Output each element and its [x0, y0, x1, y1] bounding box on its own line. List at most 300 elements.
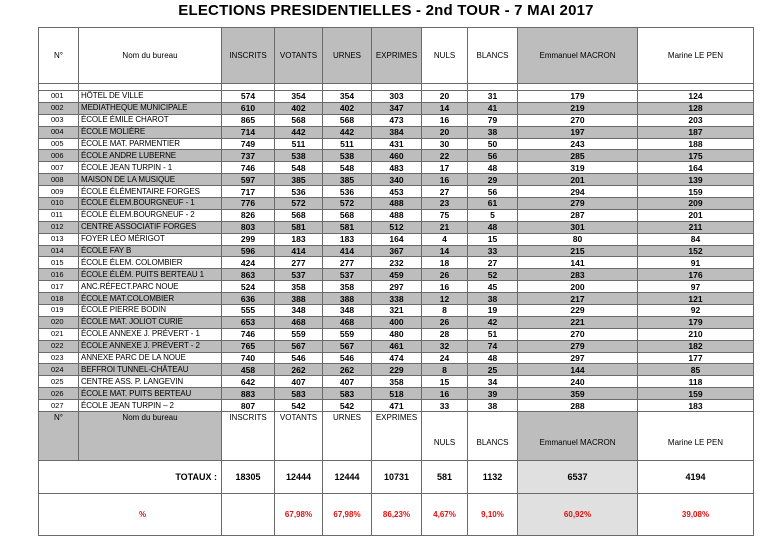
footer-header-votants: VOTANTS	[275, 412, 323, 461]
totals-label: TOTAUX :	[39, 461, 222, 494]
cell-urnes: 542	[323, 400, 372, 412]
percent-blancs: 9,10%	[468, 494, 518, 536]
percent-macron: 60,92%	[518, 494, 638, 536]
cell-urnes: 538	[323, 150, 372, 162]
total-lepen: 4194	[638, 461, 754, 494]
cell-exprimes: 474	[372, 352, 422, 364]
footer-header-nuls: NULS	[422, 412, 468, 461]
cell-inscrits: 863	[222, 269, 275, 281]
cell-urnes: 567	[323, 340, 372, 352]
percent-nuls: 4,67%	[422, 494, 468, 536]
cell-bureau-code: 006	[39, 150, 79, 162]
percent-lepen: 39,08%	[638, 494, 754, 536]
cell-urnes: 559	[323, 328, 372, 340]
cell-macron: 217	[518, 293, 638, 305]
footer-header-urnes: URNES	[323, 412, 372, 461]
cell-bureau-code: 002	[39, 102, 79, 114]
cell-bureau-name: CENTRE ASSOCIATIF FORGES	[79, 221, 222, 233]
cell-macron: 144	[518, 364, 638, 376]
cell-exprimes: 297	[372, 281, 422, 293]
cell-exprimes: 459	[372, 269, 422, 281]
cell-bureau-name: ÉCOLE ANNEXE J. PRÉVERT - 2	[79, 340, 222, 352]
cell-nuls: 16	[422, 174, 468, 186]
percent-label: %	[39, 494, 222, 536]
total-votants: 12444	[275, 461, 323, 494]
cell-nuls: 32	[422, 340, 468, 352]
cell-votants: 568	[275, 209, 323, 221]
table-row	[39, 388, 754, 400]
cell-lepen: 211	[638, 221, 754, 233]
cell-blancs: 56	[468, 150, 518, 162]
cell-votants: 537	[275, 269, 323, 281]
header-row	[39, 28, 754, 84]
cell-nuls: 33	[422, 400, 468, 412]
cell-nuls: 20	[422, 91, 468, 103]
cell-macron: 80	[518, 233, 638, 245]
cell-macron: 287	[518, 209, 638, 221]
cell-nuls: 26	[422, 269, 468, 281]
cell-lepen: 176	[638, 269, 754, 281]
header-no: N°	[39, 28, 79, 84]
cell-macron: 279	[518, 340, 638, 352]
cell-nuls: 18	[422, 257, 468, 269]
header-bureau: Nom du bureau	[79, 28, 222, 84]
footer-header-row	[39, 412, 754, 461]
cell-inscrits: 765	[222, 340, 275, 352]
cell-blancs: 5	[468, 209, 518, 221]
cell-exprimes: 483	[372, 162, 422, 174]
cell-votants: 385	[275, 174, 323, 186]
cell-nuls: 8	[422, 364, 468, 376]
cell-blancs: 31	[468, 91, 518, 103]
cell-lepen: 121	[638, 293, 754, 305]
cell-urnes: 583	[323, 388, 372, 400]
table-row	[39, 233, 754, 245]
footer-header-bureau: Nom du bureau	[79, 412, 222, 461]
cell-inscrits: 642	[222, 376, 275, 388]
cell-blancs: 34	[468, 376, 518, 388]
cell-macron: 285	[518, 150, 638, 162]
footer-header-no: N°	[39, 412, 79, 461]
cell-bureau-name: ÉCOLE MAT. PUITS BERTEAU	[79, 388, 222, 400]
cell-bureau-name: ÉCOLE ÉMILE CHAROT	[79, 114, 222, 126]
cell-blancs: 27	[468, 257, 518, 269]
page-title: ELECTIONS PRESIDENTIELLES - 2nd TOUR - 7 MAI 2017	[178, 2, 594, 19]
cell-blancs: 45	[468, 281, 518, 293]
cell-votants: 388	[275, 293, 323, 305]
table-row	[39, 316, 754, 328]
cell-urnes: 581	[323, 221, 372, 233]
cell-macron: 243	[518, 138, 638, 150]
total-exprimes: 10731	[372, 461, 422, 494]
table-row	[39, 328, 754, 340]
table-row	[39, 150, 754, 162]
cell-lepen: 201	[638, 209, 754, 221]
cell-bureau-code: 024	[39, 364, 79, 376]
header-exprimes: EXPRIMES	[372, 28, 422, 84]
footer-header-exprimes: EXPRIMES	[372, 412, 422, 461]
cell-urnes: 568	[323, 209, 372, 221]
table-row	[39, 269, 754, 281]
cell-blancs: 29	[468, 174, 518, 186]
cell-blancs: 51	[468, 328, 518, 340]
cell-exprimes: 461	[372, 340, 422, 352]
cell-bureau-name: ÉCOLE JEAN TURPIN - 1	[79, 162, 222, 174]
cell-votants: 572	[275, 198, 323, 210]
cell-bureau-code: 001	[39, 91, 79, 103]
cell-lepen: 183	[638, 400, 754, 412]
cell-macron: 270	[518, 328, 638, 340]
header-nuls: NULS	[422, 28, 468, 84]
cell-bureau-name: ÉCOLE ÉLEM.BOURGNEUF - 1	[79, 198, 222, 210]
table-row	[39, 340, 754, 352]
cell-votants: 511	[275, 138, 323, 150]
cell-urnes: 536	[323, 186, 372, 198]
cell-exprimes: 340	[372, 174, 422, 186]
cell-bureau-name: ÉCOLE MAT. JOLIOT CURIE	[79, 316, 222, 328]
cell-nuls: 22	[422, 150, 468, 162]
cell-exprimes: 488	[372, 198, 422, 210]
cell-urnes: 358	[323, 281, 372, 293]
cell-exprimes: 488	[372, 209, 422, 221]
cell-bureau-code: 026	[39, 388, 79, 400]
cell-exprimes: 229	[372, 364, 422, 376]
cell-votants: 468	[275, 316, 323, 328]
cell-votants: 348	[275, 305, 323, 317]
cell-blancs: 50	[468, 138, 518, 150]
cell-bureau-code: 021	[39, 328, 79, 340]
table-row	[39, 245, 754, 257]
cell-macron: 279	[518, 198, 638, 210]
cell-bureau-name: ANC.RÉFECT.PARC NOUE	[79, 281, 222, 293]
cell-macron: 301	[518, 221, 638, 233]
cell-urnes: 511	[323, 138, 372, 150]
cell-blancs: 41	[468, 102, 518, 114]
header-votants: VOTANTS	[275, 28, 323, 84]
results-table	[38, 27, 754, 536]
table-row	[39, 221, 754, 233]
cell-blancs: 39	[468, 388, 518, 400]
cell-votants: 583	[275, 388, 323, 400]
cell-bureau-name: ÉCOLE JEAN TURPIN – 2	[79, 400, 222, 412]
cell-lepen: 209	[638, 198, 754, 210]
cell-urnes: 277	[323, 257, 372, 269]
cell-votants: 536	[275, 186, 323, 198]
footer-header-macron: Emmanuel MACRON	[518, 412, 638, 461]
cell-lepen: 128	[638, 102, 754, 114]
cell-exprimes: 338	[372, 293, 422, 305]
cell-bureau-name: ÉCOLE FAY B	[79, 245, 222, 257]
cell-bureau-name: ÉCOLE MAT. PARMENTIER	[79, 138, 222, 150]
cell-macron: 297	[518, 352, 638, 364]
cell-bureau-name: CENTRE ASS. P. LANGEVIN	[79, 376, 222, 388]
cell-blancs: 19	[468, 305, 518, 317]
cell-lepen: 91	[638, 257, 754, 269]
cell-inscrits: 299	[222, 233, 275, 245]
cell-macron: 200	[518, 281, 638, 293]
table-row	[39, 281, 754, 293]
cell-lepen: 85	[638, 364, 754, 376]
totals-row	[39, 461, 754, 494]
cell-urnes: 537	[323, 269, 372, 281]
cell-nuls: 16	[422, 114, 468, 126]
cell-inscrits: 746	[222, 162, 275, 174]
cell-nuls: 8	[422, 305, 468, 317]
cell-macron: 197	[518, 126, 638, 138]
cell-nuls: 4	[422, 233, 468, 245]
cell-bureau-name: MAISON DE LA MUSIQUE	[79, 174, 222, 186]
cell-inscrits: 524	[222, 281, 275, 293]
cell-bureau-name: ÉCOLE ANDRE LUBERNE	[79, 150, 222, 162]
cell-lepen: 124	[638, 91, 754, 103]
cell-bureau-code: 015	[39, 257, 79, 269]
cell-nuls: 27	[422, 186, 468, 198]
cell-votants: 548	[275, 162, 323, 174]
cell-exprimes: 512	[372, 221, 422, 233]
cell-bureau-code: 003	[39, 114, 79, 126]
cell-bureau-name: FOYER LÉO MÉRIGOT	[79, 233, 222, 245]
cell-inscrits: 597	[222, 174, 275, 186]
cell-exprimes: 384	[372, 126, 422, 138]
cell-exprimes: 431	[372, 138, 422, 150]
cell-nuls: 75	[422, 209, 468, 221]
cell-inscrits: 555	[222, 305, 275, 317]
cell-bureau-code: 023	[39, 352, 79, 364]
cell-bureau-code: 018	[39, 293, 79, 305]
percent-exprimes: 86,23%	[372, 494, 422, 536]
cell-lepen: 97	[638, 281, 754, 293]
cell-bureau-name: ANNEXE PARC DE LA NOUE	[79, 352, 222, 364]
cell-exprimes: 358	[372, 376, 422, 388]
cell-exprimes: 400	[372, 316, 422, 328]
cell-inscrits: 636	[222, 293, 275, 305]
total-urnes: 12444	[323, 461, 372, 494]
cell-exprimes: 367	[372, 245, 422, 257]
cell-lepen: 188	[638, 138, 754, 150]
cell-macron: 359	[518, 388, 638, 400]
cell-lepen: 175	[638, 150, 754, 162]
cell-macron: 288	[518, 400, 638, 412]
cell-nuls: 12	[422, 293, 468, 305]
table-row	[39, 400, 754, 412]
cell-blancs: 25	[468, 364, 518, 376]
table-row	[39, 293, 754, 305]
header-urnes: URNES	[323, 28, 372, 84]
cell-lepen: 159	[638, 388, 754, 400]
cell-bureau-name: ÉCOLE PIERRE BODIN	[79, 305, 222, 317]
cell-bureau-code: 007	[39, 162, 79, 174]
cell-bureau-code: 022	[39, 340, 79, 352]
cell-exprimes: 480	[372, 328, 422, 340]
cell-bureau-code: 016	[39, 269, 79, 281]
cell-blancs: 38	[468, 126, 518, 138]
cell-votants: 402	[275, 102, 323, 114]
cell-lepen: 210	[638, 328, 754, 340]
cell-bureau-code: 017	[39, 281, 79, 293]
table-row	[39, 126, 754, 138]
table-row	[39, 114, 754, 126]
cell-nuls: 16	[422, 388, 468, 400]
cell-blancs: 74	[468, 340, 518, 352]
header-spacer	[39, 84, 754, 91]
cell-bureau-name: ÉCOLE ÉLEM. COLOMBIER	[79, 257, 222, 269]
cell-bureau-code: 014	[39, 245, 79, 257]
cell-lepen: 159	[638, 186, 754, 198]
cell-macron: 179	[518, 91, 638, 103]
cell-lepen: 164	[638, 162, 754, 174]
cell-inscrits: 653	[222, 316, 275, 328]
cell-urnes: 385	[323, 174, 372, 186]
cell-urnes: 442	[323, 126, 372, 138]
cell-inscrits: 803	[222, 221, 275, 233]
cell-exprimes: 232	[372, 257, 422, 269]
cell-nuls: 30	[422, 138, 468, 150]
cell-lepen: 84	[638, 233, 754, 245]
cell-blancs: 38	[468, 293, 518, 305]
cell-bureau-code: 008	[39, 174, 79, 186]
footer-header-inscrits: INSCRITS	[222, 412, 275, 461]
cell-bureau-code: 009	[39, 186, 79, 198]
cell-urnes: 354	[323, 91, 372, 103]
cell-inscrits: 865	[222, 114, 275, 126]
cell-votants: 567	[275, 340, 323, 352]
cell-blancs: 52	[468, 269, 518, 281]
cell-votants: 581	[275, 221, 323, 233]
cell-inscrits: 776	[222, 198, 275, 210]
cell-lepen: 139	[638, 174, 754, 186]
cell-bureau-name: HÔTEL DE VILLE	[79, 91, 222, 103]
cell-bureau-name: ÉCOLE ÉLÉMENTAIRE FORGES	[79, 186, 222, 198]
cell-lepen: 182	[638, 340, 754, 352]
cell-nuls: 26	[422, 316, 468, 328]
cell-inscrits: 610	[222, 102, 275, 114]
table-row	[39, 198, 754, 210]
table-row	[39, 364, 754, 376]
cell-inscrits: 574	[222, 91, 275, 103]
cell-blancs: 48	[468, 162, 518, 174]
table-row	[39, 102, 754, 114]
table-row	[39, 209, 754, 221]
percent-votants: 67,98%	[275, 494, 323, 536]
cell-bureau-code: 027	[39, 400, 79, 412]
cell-nuls: 28	[422, 328, 468, 340]
cell-lepen: 152	[638, 245, 754, 257]
table-row	[39, 376, 754, 388]
cell-blancs: 61	[468, 198, 518, 210]
cell-urnes: 546	[323, 352, 372, 364]
cell-votants: 183	[275, 233, 323, 245]
table-row	[39, 174, 754, 186]
cell-votants: 277	[275, 257, 323, 269]
cell-nuls: 15	[422, 376, 468, 388]
cell-votants: 546	[275, 352, 323, 364]
cell-urnes: 402	[323, 102, 372, 114]
cell-nuls: 14	[422, 102, 468, 114]
cell-macron: 229	[518, 305, 638, 317]
cell-bureau-code: 013	[39, 233, 79, 245]
cell-urnes: 468	[323, 316, 372, 328]
cell-bureau-code: 011	[39, 209, 79, 221]
cell-blancs: 15	[468, 233, 518, 245]
cell-bureau-code: 004	[39, 126, 79, 138]
cell-macron: 270	[518, 114, 638, 126]
table-row	[39, 257, 754, 269]
cell-nuls: 14	[422, 245, 468, 257]
cell-inscrits: 714	[222, 126, 275, 138]
cell-blancs: 79	[468, 114, 518, 126]
cell-votants: 414	[275, 245, 323, 257]
table-row	[39, 91, 754, 103]
cell-votants: 354	[275, 91, 323, 103]
cell-inscrits: 717	[222, 186, 275, 198]
cell-votants: 559	[275, 328, 323, 340]
cell-bureau-code: 010	[39, 198, 79, 210]
cell-bureau-name: ÉCOLE MOLIÈRE	[79, 126, 222, 138]
cell-urnes: 262	[323, 364, 372, 376]
cell-exprimes: 460	[372, 150, 422, 162]
cell-nuls: 23	[422, 198, 468, 210]
cell-blancs: 48	[468, 221, 518, 233]
percent-inscrits	[222, 494, 275, 536]
cell-votants: 542	[275, 400, 323, 412]
cell-urnes: 414	[323, 245, 372, 257]
table-row	[39, 305, 754, 317]
cell-lepen: 118	[638, 376, 754, 388]
cell-bureau-code: 012	[39, 221, 79, 233]
footer-header-blancs: BLANCS	[468, 412, 518, 461]
cell-bureau-name: ÉCOLE ÉLÉM. PUITS BERTEAU 1	[79, 269, 222, 281]
cell-macron: 219	[518, 102, 638, 114]
cell-inscrits: 740	[222, 352, 275, 364]
cell-inscrits: 746	[222, 328, 275, 340]
cell-lepen: 203	[638, 114, 754, 126]
cell-bureau-code: 025	[39, 376, 79, 388]
cell-urnes: 407	[323, 376, 372, 388]
percent-urnes: 67,98%	[323, 494, 372, 536]
cell-macron: 215	[518, 245, 638, 257]
table-row	[39, 162, 754, 174]
cell-nuls: 24	[422, 352, 468, 364]
cell-bureau-name: ÉCOLE ANNEXE J. PRÉVERT - 1	[79, 328, 222, 340]
header-blancs: BLANCS	[468, 28, 518, 84]
cell-exprimes: 164	[372, 233, 422, 245]
cell-macron: 221	[518, 316, 638, 328]
cell-bureau-name: ÉCOLE MAT.COLOMBIER	[79, 293, 222, 305]
cell-nuls: 16	[422, 281, 468, 293]
header-lepen: Marine LE PEN	[638, 28, 754, 84]
cell-blancs: 48	[468, 352, 518, 364]
cell-lepen: 187	[638, 126, 754, 138]
table-row	[39, 138, 754, 150]
cell-inscrits: 883	[222, 388, 275, 400]
cell-blancs: 38	[468, 400, 518, 412]
cell-votants: 358	[275, 281, 323, 293]
cell-macron: 319	[518, 162, 638, 174]
cell-macron: 201	[518, 174, 638, 186]
cell-exprimes: 347	[372, 102, 422, 114]
cell-urnes: 548	[323, 162, 372, 174]
cell-inscrits: 596	[222, 245, 275, 257]
header-inscrits: INSCRITS	[222, 28, 275, 84]
cell-bureau-name: ÉCOLE ÉLEM.BOURGNEUF - 2	[79, 209, 222, 221]
cell-votants: 407	[275, 376, 323, 388]
cell-urnes: 572	[323, 198, 372, 210]
cell-nuls: 17	[422, 162, 468, 174]
cell-bureau-code: 005	[39, 138, 79, 150]
cell-exprimes: 518	[372, 388, 422, 400]
footer-header-lepen: Marine LE PEN	[638, 412, 754, 461]
table-row	[39, 186, 754, 198]
